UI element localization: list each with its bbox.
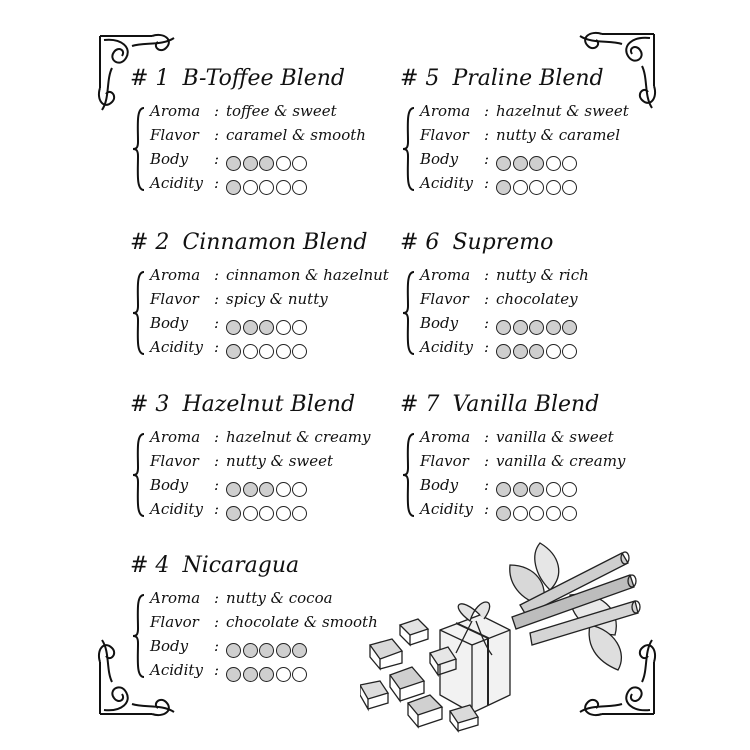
blend-card — [400, 64, 670, 214]
body-rating — [226, 638, 309, 656]
body-label: Body — [420, 476, 459, 494]
rating-dot — [243, 344, 258, 359]
body-row — [420, 312, 579, 334]
rating-dot — [562, 320, 577, 335]
rating-dot — [562, 180, 577, 195]
body-rating — [496, 477, 579, 495]
rating-dot — [276, 643, 291, 658]
rating-dot — [546, 482, 561, 497]
body-rating — [226, 477, 309, 495]
rating-dot — [243, 180, 258, 195]
blend-card — [400, 390, 670, 540]
blend-card — [130, 64, 400, 214]
acidity-rating — [226, 175, 309, 193]
body-row — [150, 312, 309, 334]
rating-dot — [259, 180, 274, 195]
acidity-label: Acidity — [150, 338, 203, 356]
rating-dot — [276, 344, 291, 359]
separator: : — [484, 338, 490, 356]
separator: : — [484, 102, 490, 120]
aroma-row — [150, 264, 389, 286]
separator: : — [214, 428, 220, 446]
acidity-row — [420, 172, 579, 194]
acidity-row — [420, 498, 579, 520]
rating-dot — [513, 320, 528, 335]
brace-icon — [402, 270, 416, 356]
flavor-row — [420, 124, 620, 146]
body-row — [150, 148, 309, 170]
aroma-value: nutty & cocoa — [226, 589, 333, 607]
rating-dot — [496, 506, 511, 521]
aroma-label: Aroma — [150, 266, 201, 284]
rating-dot — [226, 180, 241, 195]
flavor-label: Flavor — [150, 290, 199, 308]
separator: : — [214, 661, 220, 679]
rating-dot — [259, 506, 274, 521]
rating-dot — [513, 482, 528, 497]
rating-dot — [243, 506, 258, 521]
blend-title — [400, 228, 553, 258]
blend-title — [130, 390, 355, 420]
acidity-label: Acidity — [150, 661, 203, 679]
rating-dot — [226, 320, 241, 335]
aroma-row — [420, 264, 589, 286]
rating-dot — [546, 506, 561, 521]
rating-dot — [292, 667, 307, 682]
blend-number: # 5 — [400, 66, 440, 91]
rating-dot — [496, 156, 511, 171]
rating-dot — [276, 506, 291, 521]
rating-dot — [243, 667, 258, 682]
acidity-row — [420, 336, 579, 358]
acidity-rating — [496, 501, 579, 519]
brace-icon — [132, 593, 146, 679]
acidity-label: Acidity — [420, 174, 473, 192]
body-rating — [226, 315, 309, 333]
acidity-label: Acidity — [150, 174, 203, 192]
acidity-label: Acidity — [420, 500, 473, 518]
rating-dot — [243, 320, 258, 335]
body-label: Body — [150, 150, 189, 168]
flavor-label: Flavor — [420, 126, 469, 144]
rating-dot — [292, 320, 307, 335]
acidity-rating — [226, 662, 309, 680]
rating-dot — [259, 156, 274, 171]
leaf-icon — [589, 625, 621, 670]
rating-dot — [496, 180, 511, 195]
rating-dot — [243, 482, 258, 497]
rating-dot — [276, 180, 291, 195]
flavor-value: chocolate & smooth — [226, 613, 378, 631]
flavor-value: nutty & sweet — [226, 452, 334, 470]
body-label: Body — [420, 314, 459, 332]
separator: : — [214, 314, 220, 332]
blend-title — [130, 551, 299, 581]
brace-icon — [132, 270, 146, 356]
separator: : — [214, 589, 220, 607]
acidity-label: Acidity — [150, 500, 203, 518]
blend-number: # 4 — [130, 553, 170, 578]
aroma-label: Aroma — [420, 266, 471, 284]
blend-name: Nicaragua — [182, 553, 300, 578]
flavor-label: Flavor — [420, 290, 469, 308]
aroma-label: Aroma — [150, 428, 201, 446]
body-row — [150, 635, 309, 657]
body-row — [420, 474, 579, 496]
rating-dot — [513, 156, 528, 171]
separator: : — [214, 150, 220, 168]
flavor-value: vanilla & creamy — [496, 452, 626, 470]
separator: : — [214, 338, 220, 356]
rating-dot — [259, 344, 274, 359]
separator: : — [214, 266, 220, 284]
flavor-value: spicy & nutty — [226, 290, 328, 308]
rating-dot — [292, 344, 307, 359]
aroma-value: hazelnut & creamy — [226, 428, 371, 446]
rating-dot — [562, 506, 577, 521]
separator: : — [214, 613, 220, 631]
flavor-label: Flavor — [150, 613, 199, 631]
body-label: Body — [150, 476, 189, 494]
flavor-value: nutty & caramel — [496, 126, 621, 144]
rating-dot — [546, 180, 561, 195]
rating-dot — [529, 344, 544, 359]
rating-dot — [529, 180, 544, 195]
rating-dot — [562, 156, 577, 171]
brace-icon — [132, 432, 146, 518]
rating-dot — [529, 320, 544, 335]
blend-name: Vanilla Blend — [452, 392, 600, 417]
aroma-label: Aroma — [420, 428, 471, 446]
rating-dot — [276, 156, 291, 171]
separator: : — [484, 290, 490, 308]
acidity-rating — [496, 339, 579, 357]
caramel-cinnamon-illustration — [360, 535, 650, 735]
blend-card — [130, 228, 400, 378]
blend-name: Supremo — [452, 230, 554, 255]
blend-name: Praline Blend — [452, 66, 604, 91]
rating-dot — [513, 180, 528, 195]
aroma-row — [150, 100, 337, 122]
rating-dot — [243, 156, 258, 171]
brace-icon — [132, 106, 146, 192]
rating-dot — [529, 156, 544, 171]
aroma-label: Aroma — [150, 102, 201, 120]
rating-dot — [529, 482, 544, 497]
blend-number: # 6 — [400, 230, 440, 255]
rating-dot — [226, 506, 241, 521]
acidity-row — [150, 498, 309, 520]
separator: : — [484, 314, 490, 332]
aroma-row — [420, 100, 629, 122]
rating-dot — [292, 482, 307, 497]
acidity-rating — [496, 175, 579, 193]
brace-icon — [402, 106, 416, 192]
separator: : — [484, 452, 490, 470]
aroma-value: toffee & sweet — [226, 102, 337, 120]
rating-dot — [276, 320, 291, 335]
separator: : — [484, 174, 490, 192]
blend-card — [400, 228, 670, 378]
separator: : — [214, 637, 220, 655]
rating-dot — [292, 506, 307, 521]
rating-dot — [226, 667, 241, 682]
rating-dot — [546, 320, 561, 335]
body-label: Body — [420, 150, 459, 168]
rating-dot — [292, 643, 307, 658]
acidity-label: Acidity — [420, 338, 473, 356]
rating-dot — [513, 344, 528, 359]
flavor-row — [150, 124, 366, 146]
rating-dot — [546, 344, 561, 359]
rating-dot — [226, 156, 241, 171]
brace-icon — [402, 432, 416, 518]
rating-dot — [496, 320, 511, 335]
separator: : — [214, 452, 220, 470]
body-row — [420, 148, 579, 170]
flavor-row — [150, 450, 333, 472]
separator: : — [214, 126, 220, 144]
separator: : — [214, 102, 220, 120]
rating-dot — [276, 482, 291, 497]
rating-dot — [546, 156, 561, 171]
rating-dot — [226, 344, 241, 359]
blend-title — [130, 64, 345, 94]
blend-name: B-Toffee Blend — [182, 66, 345, 91]
aroma-value: vanilla & sweet — [496, 428, 614, 446]
rating-dot — [496, 344, 511, 359]
acidity-row — [150, 172, 309, 194]
rating-dot — [292, 156, 307, 171]
rating-dot — [513, 506, 528, 521]
aroma-label: Aroma — [150, 589, 201, 607]
aroma-row — [150, 426, 371, 448]
rating-dot — [292, 180, 307, 195]
acidity-rating — [226, 339, 309, 357]
acidity-row — [150, 336, 309, 358]
rating-dot — [259, 482, 274, 497]
rating-dot — [259, 320, 274, 335]
rating-dot — [276, 667, 291, 682]
blend-title — [400, 64, 604, 94]
flavor-row — [420, 288, 578, 310]
rating-dot — [562, 344, 577, 359]
blend-number: # 3 — [130, 392, 170, 417]
blend-number: # 7 — [400, 392, 440, 417]
acidity-rating — [226, 501, 309, 519]
separator: : — [484, 266, 490, 284]
body-row — [150, 474, 309, 496]
separator: : — [484, 150, 490, 168]
rating-dot — [243, 643, 258, 658]
blend-name: Cinnamon Blend — [182, 230, 368, 255]
rating-dot — [259, 643, 274, 658]
aroma-value: cinnamon & hazelnut — [226, 266, 389, 284]
separator: : — [214, 290, 220, 308]
rating-dot — [259, 667, 274, 682]
blend-card — [130, 390, 400, 540]
aroma-row — [150, 587, 333, 609]
blend-name: Hazelnut Blend — [182, 392, 356, 417]
rating-dot — [226, 482, 241, 497]
blend-title — [400, 390, 599, 420]
rating-dot — [529, 506, 544, 521]
aroma-value: hazelnut & sweet — [496, 102, 629, 120]
body-label: Body — [150, 314, 189, 332]
separator: : — [214, 500, 220, 518]
separator: : — [484, 476, 490, 494]
blend-title — [130, 228, 368, 258]
aroma-row — [420, 426, 614, 448]
separator: : — [484, 428, 490, 446]
aroma-value: nutty & rich — [496, 266, 589, 284]
flavor-label: Flavor — [150, 452, 199, 470]
flavor-label: Flavor — [420, 452, 469, 470]
separator: : — [214, 174, 220, 192]
separator: : — [484, 126, 490, 144]
body-rating — [226, 151, 309, 169]
flavor-row — [150, 611, 378, 633]
blend-number: # 1 — [130, 66, 170, 91]
flavor-value: chocolatey — [496, 290, 578, 308]
body-label: Body — [150, 637, 189, 655]
acidity-row — [150, 659, 309, 681]
flavor-row — [150, 288, 328, 310]
flavor-row — [420, 450, 625, 472]
separator: : — [484, 500, 490, 518]
body-rating — [496, 151, 579, 169]
separator: : — [214, 476, 220, 494]
aroma-label: Aroma — [420, 102, 471, 120]
body-rating — [496, 315, 579, 333]
rating-dot — [562, 482, 577, 497]
flavor-label: Flavor — [150, 126, 199, 144]
rating-dot — [496, 482, 511, 497]
blend-number: # 2 — [130, 230, 170, 255]
flavor-value: caramel & smooth — [226, 126, 366, 144]
rating-dot — [226, 643, 241, 658]
